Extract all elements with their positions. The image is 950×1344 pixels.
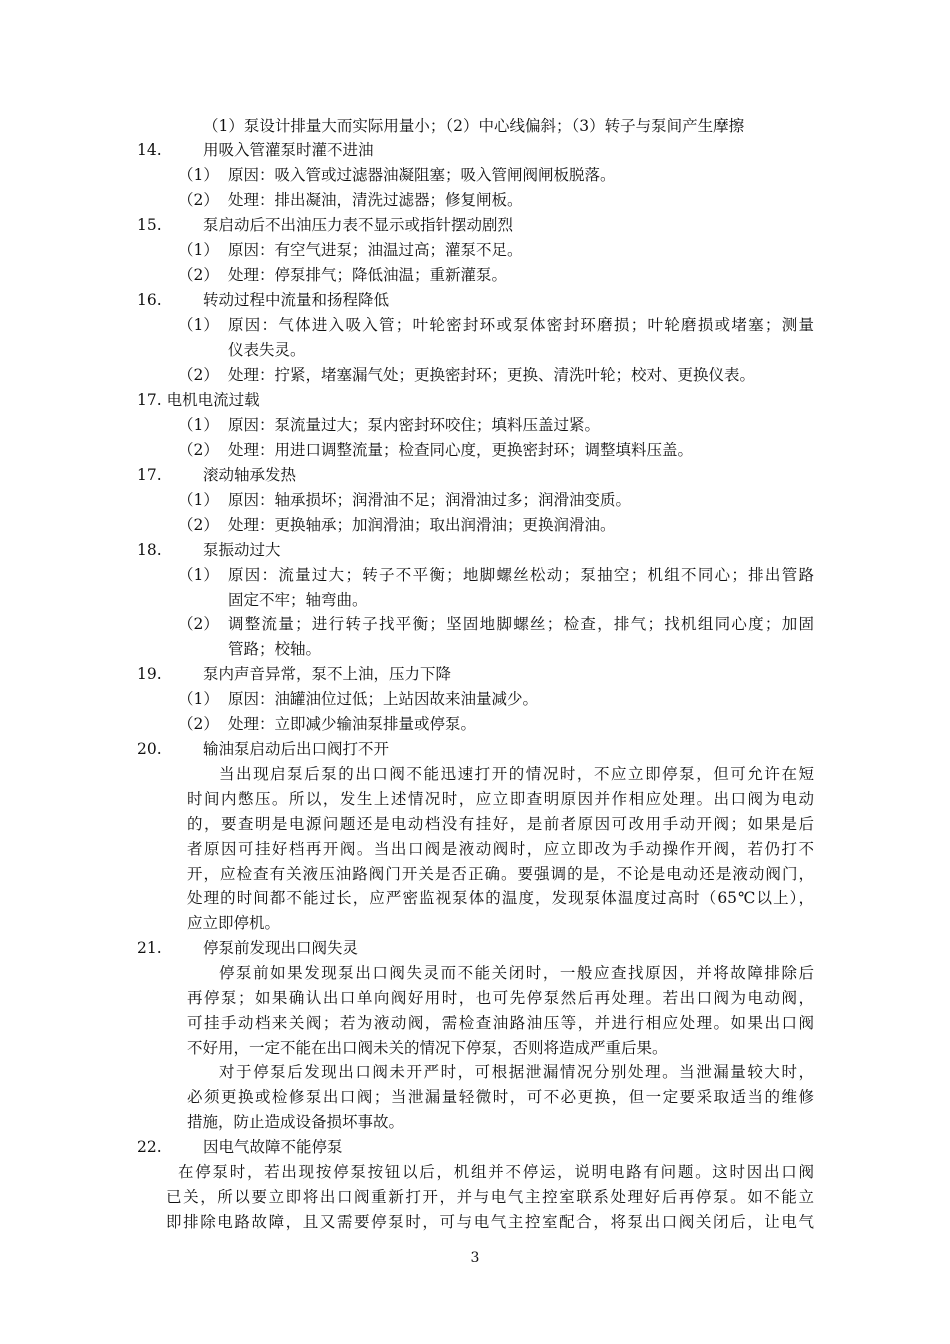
item-number: 17. bbox=[137, 466, 162, 484]
sub-number: （2） bbox=[178, 615, 219, 633]
text-line: 的，要查明是电源问题还是电动档没有挂好，是前者原因可改用手动开阀；如果是后 bbox=[187, 815, 814, 833]
text-line: 原因：轴承损坏；润滑油不足；润滑油过多；润滑油变质。 bbox=[228, 491, 632, 509]
item-number: 18. bbox=[137, 541, 162, 559]
item-number: 15. bbox=[137, 216, 162, 234]
item-number: 22. bbox=[137, 1138, 162, 1156]
sub-number: （2） bbox=[178, 715, 219, 733]
sub-number: （1） bbox=[178, 316, 219, 334]
text-line: 原因：有空气进泵；油温过高；灌泵不足。 bbox=[228, 241, 523, 259]
text-line: 在停泵时，若出现按停泵按钮以后，机组并不停运，说明电路有问题。这时因出口阀 bbox=[178, 1163, 814, 1181]
text-line: 固定不牢；轴弯曲。 bbox=[228, 591, 368, 609]
sub-number: （2） bbox=[178, 266, 219, 284]
text-line: 当出现启泵后泵的出口阀不能迅速打开的情况时，不应立即停泵，但可允许在短 bbox=[219, 765, 814, 783]
text-line: 时间内憋压。所以，发生上述情况时，应立即查明原因并作相应处理。出口阀为电动 bbox=[187, 790, 814, 808]
text-line: 处理的时间都不能过长，应严密监视泵体的温度，发现泵体温度过高时（65℃以上）， bbox=[187, 889, 814, 907]
text-line: 可挂手动档来关阀；若为液动阀，需检查油路油压等，并进行相应处理。如果出口阀 bbox=[187, 1014, 814, 1032]
sub-number: （1） bbox=[178, 566, 219, 584]
text-line: 原因：气体进入吸入管；叶轮密封环或泵体密封环磨损；叶轮磨损或堵塞；测量 bbox=[228, 316, 814, 334]
item-heading: 泵内声音异常，泵不上油，压力下降 bbox=[203, 665, 452, 683]
text-line: 处理：停泵排气；降低油温；重新灌泵。 bbox=[228, 266, 508, 284]
text-line: 管路；校轴。 bbox=[228, 640, 322, 658]
sub-number: （1） bbox=[178, 491, 219, 509]
text-line: 处理：用进口调整流量；检查同心度，更换密封环；调整填料压盖。 bbox=[228, 441, 694, 459]
text-line: 处理：排出凝油，清洗过滤器；修复闸板。 bbox=[228, 191, 523, 209]
text-line: 原因：油罐油位过低；上站因故来油量减少。 bbox=[228, 690, 539, 708]
item-number: 16. bbox=[137, 291, 162, 309]
text-line: 处理：拧紧，堵塞漏气处；更换密封环；更换、清洗叶轮；校对、更换仪表。 bbox=[228, 366, 756, 384]
text-line: 原因：泵流量过大；泵内密封环咬住；填料压盖过紧。 bbox=[228, 416, 601, 434]
text-line: 措施，防止造成设备损坏事故。 bbox=[187, 1113, 405, 1131]
text-line: 开，应检查有关液压油路阀门开关是否正确。要强调的是，不论是电动还是液动阀门， bbox=[187, 865, 814, 883]
sub-number: （1） bbox=[178, 241, 219, 259]
text-line: 已关，所以要立即将出口阀重新打开，并与电气主控室联系处理好后再停泵。如不能立 bbox=[166, 1188, 814, 1206]
sub-number: （2） bbox=[178, 441, 219, 459]
item-number: 21. bbox=[137, 939, 162, 957]
text-line: 者原因可挂好档再开阀。当出口阀是液动阀时，应立即改为手动操作开阀，若仍打不 bbox=[187, 840, 814, 858]
text-line: 必须更换或检修泵出口阀；当泄漏量轻微时，可不必更换，但一定要采取适当的维修 bbox=[187, 1088, 814, 1106]
text-line: 调整流量；进行转子找平衡；坚固地脚螺丝；检查，排气；找机组同心度；加固 bbox=[228, 615, 814, 633]
text-line: 原因：吸入管或过滤器油凝阻塞；吸入管闸阀闸板脱落。 bbox=[228, 166, 616, 184]
item-heading: 输油泵启动后出口阀打不开 bbox=[203, 740, 390, 758]
item-number: 14. bbox=[137, 141, 162, 159]
text-line: 仪表失灵。 bbox=[228, 341, 306, 359]
item-heading: 17. 电机电流过载 bbox=[137, 391, 260, 409]
sub-number: （2） bbox=[178, 191, 219, 209]
item-heading: 因电气故障不能停泵 bbox=[203, 1138, 343, 1156]
item-number: 19. bbox=[137, 665, 162, 683]
sub-number: （2） bbox=[178, 366, 219, 384]
text-line: （1）泵设计排量大而实际用量小；（2）中心线偏斜；（3）转子与泵间产生摩擦 bbox=[203, 117, 745, 135]
sub-number: （1） bbox=[178, 416, 219, 434]
item-heading: 泵启动后不出油压力表不显示或指针摆动剧烈 bbox=[203, 216, 514, 234]
text-line: 不好用，一定不能在出口阀未关的情况下停泵，否则将造成严重后果。 bbox=[187, 1039, 668, 1057]
text-line: 再停泵；如果确认出口单向阀好用时，也可先停泵然后再处理。若出口阀为电动阀， bbox=[187, 989, 814, 1007]
item-heading: 泵振动过大 bbox=[203, 541, 281, 559]
sub-number: （1） bbox=[178, 690, 219, 708]
text-line: 停泵前如果发现泵出口阀失灵而不能关闭时，一般应查找原因，并将故障排除后 bbox=[219, 964, 814, 982]
text-line: 应立即停机。 bbox=[187, 914, 281, 932]
text-line: 原因：流量过大；转子不平衡；地脚螺丝松动；泵抽空；机组不同心；排出管路 bbox=[228, 566, 814, 584]
text-line: 对于停泵后发现出口阀未开严时，可根据泄漏情况分别处理。当泄漏量较大时， bbox=[219, 1063, 814, 1081]
text-line: 处理：更换轴承；加润滑油；取出润滑油；更换润滑油。 bbox=[228, 516, 616, 534]
item-number: 20. bbox=[137, 740, 162, 758]
sub-number: （2） bbox=[178, 516, 219, 534]
page-number: 3 bbox=[470, 1250, 480, 1266]
text-line: 处理：立即减少输油泵排量或停泵。 bbox=[228, 715, 477, 733]
item-heading: 用吸入管灌泵时灌不进油 bbox=[203, 141, 374, 159]
item-heading: 滚动轴承发热 bbox=[203, 466, 297, 484]
item-heading: 转动过程中流量和扬程降低 bbox=[203, 291, 390, 309]
text-line: 即排除电路故障，且又需要停泵时，可与电气主控室配合，将泵出口阀关闭后，让电气 bbox=[166, 1213, 814, 1231]
sub-number: （1） bbox=[178, 166, 219, 184]
item-heading: 停泵前发现出口阀失灵 bbox=[203, 939, 359, 957]
